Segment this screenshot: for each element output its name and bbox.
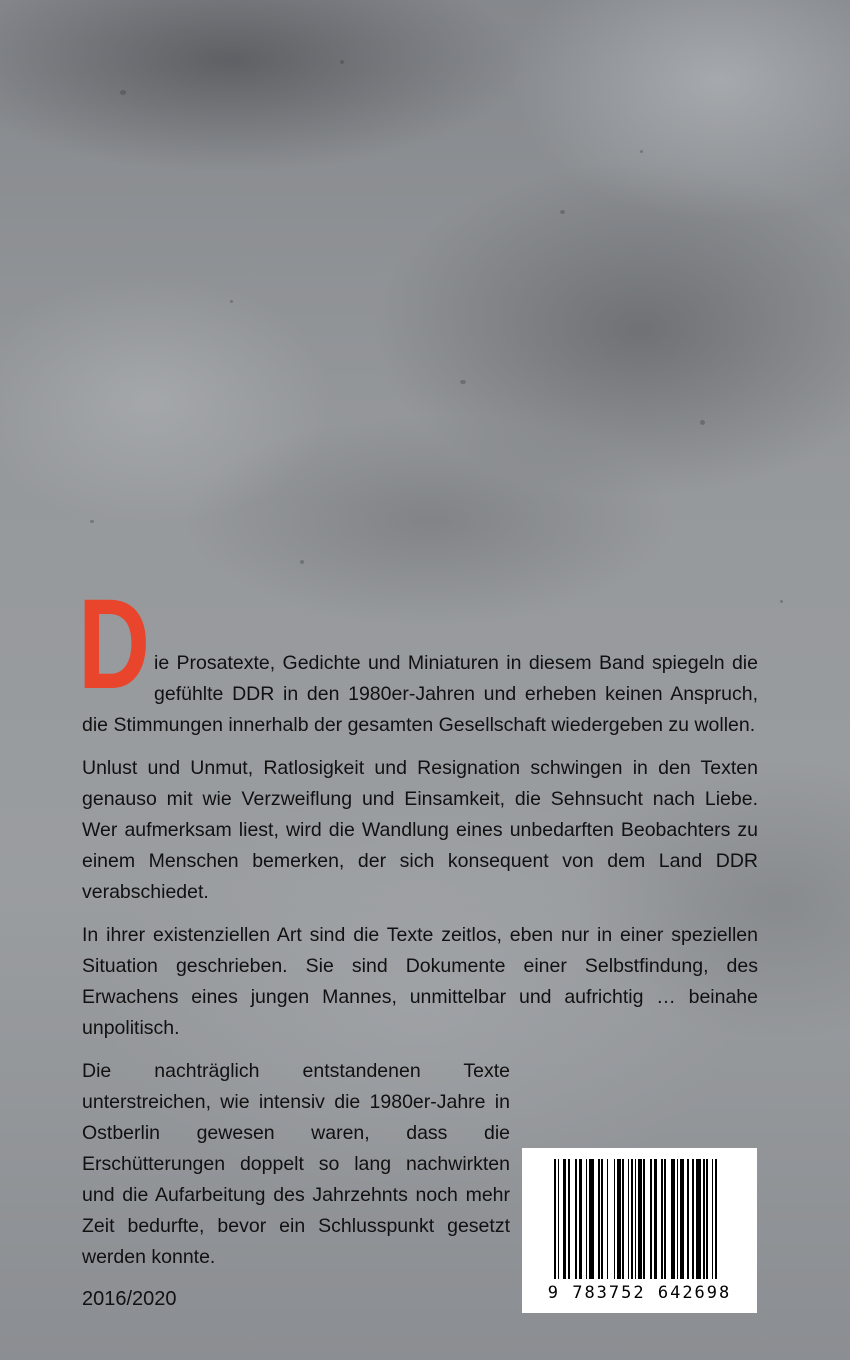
barcode-bar [706,1159,708,1279]
publication-years: 2016/2020 [82,1288,177,1310]
barcode-bar [614,1159,616,1279]
barcode-bar [622,1159,624,1279]
blurb-paragraph-3: In ihrer existenziellen Art sind die Texte zeitlos, eben nur in einer speziellen Situation geschrieben. Sie sind Dokumente einer Selbstfindung, des Erwachens eines jungen Mannes, unmittelbar und aufrichtig … beinahe unpolitisch. [82,924,758,1039]
barcode-bar [650,1159,652,1279]
texture-speck [560,210,565,214]
barcode-bar [601,1159,603,1279]
texture-speck [700,420,705,425]
texture-speck [340,60,344,64]
paragraph-text: ie Prosatexte, Gedichte und Miniaturen in diesem Band spiegeln die gefühlte DDR in den 1980er-Jahren und erheben keinen Anspruch, die Stimmungen innerhalb der gesamten Gesellschaft wiedergeben zu wollen. [82,652,758,736]
barcode-bar [638,1159,642,1279]
barcode-bar [554,1159,556,1279]
barcode-bar [563,1159,567,1279]
texture-speck [460,380,466,384]
barcode-bar [664,1159,666,1279]
isbn-barcode [522,1148,757,1313]
barcode-bar [598,1159,600,1279]
barcode-bar [575,1159,577,1279]
barcode-bar [696,1159,701,1279]
barcode-bar [661,1159,663,1279]
barcode-bar [712,1159,714,1279]
barcode-bar [715,1159,717,1279]
paragraph-text: Die nachträglich entstandenen Texte unterstreichen, wie intensiv die 1980er-Jahre in Ostberlin gewesen waren, dass die Erschütterungen doppelt so lang nachwirkten und die Aufarbeitung des Jahrzehnts noch mehr Zeit bedurfte, bevor ein Schlusspunkt gesetzt werden konnte. [82,1060,510,1268]
barcode-bar [579,1159,583,1279]
blurb-paragraph-2: Unlust und Unmut, Ratlosigkeit und Resignation schwingen in den Texten genauso mit wie Verzweiflung und Einsamkeit, die Sehnsucht nach Liebe. Wer aufmerksam liest, wird die Wandlung eines unbedarften Beobachters zu einem Menschen bemerken, der sich konsequent von dem Land DDR verabschiedet. [82,757,758,903]
barcode-bar [558,1159,560,1279]
barcode-bar [628,1159,630,1279]
texture-speck [780,600,783,603]
barcode-bar [568,1159,570,1279]
barcode-bar [687,1159,689,1279]
barcode-bar [680,1159,684,1279]
barcode-bar [631,1159,633,1279]
barcode-bar [671,1159,675,1279]
blurb-paragraph-1 [78,573,758,741]
texture-speck [120,90,126,95]
barcode-bar [589,1159,594,1279]
drop-cap-letter: D [78,573,151,716]
barcode-bar [607,1159,609,1279]
barcode-bar [677,1159,679,1279]
barcode-bars [554,1159,732,1279]
barcode-bar [586,1159,588,1279]
barcode-bar [692,1159,694,1279]
barcode-bar [703,1159,705,1279]
barcode-bar [635,1159,637,1279]
texture-speck [90,520,94,523]
barcode-bar [643,1159,645,1279]
texture-speck [230,300,233,303]
texture-speck [640,150,643,153]
barcode-bar [654,1159,658,1279]
isbn-digits: 9 783752 642698 [547,1283,732,1303]
barcode-bar [617,1159,621,1279]
texture-speck [300,560,304,564]
